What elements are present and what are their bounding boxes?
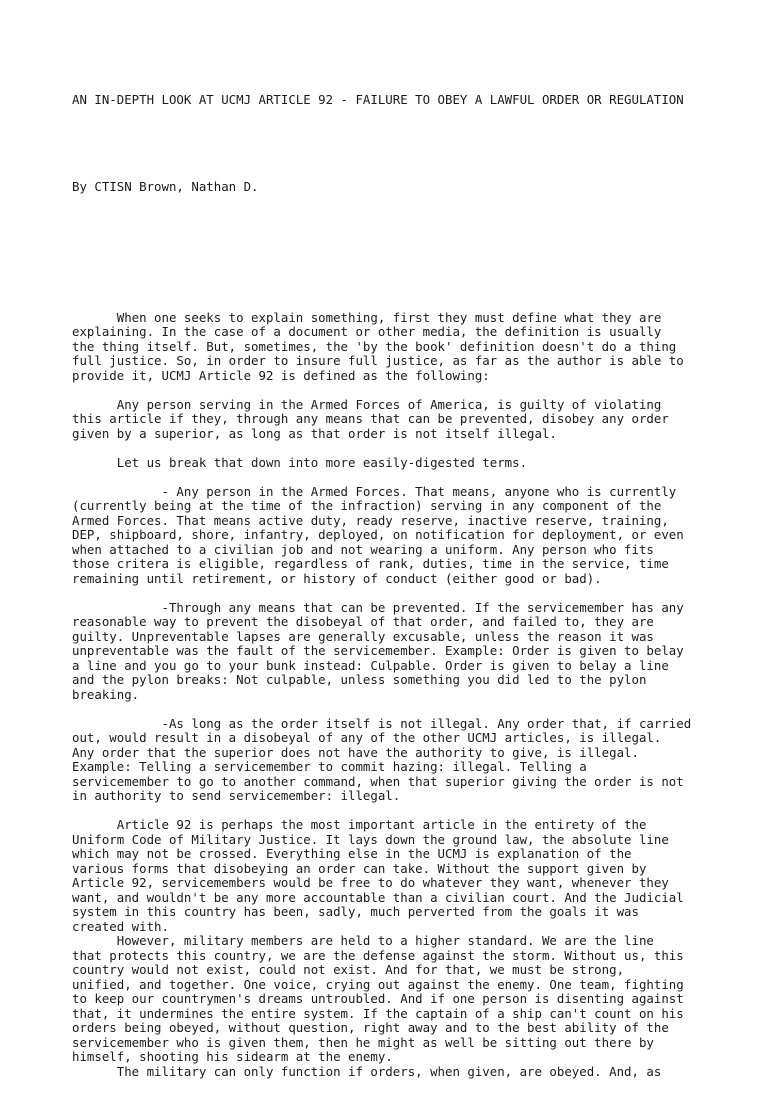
paragraph-line: created with. xyxy=(72,918,169,934)
paragraph-line: various forms that disobeying an order can take. Without the support given by xyxy=(72,860,647,876)
paragraph-line: out, would result in a disobeyal of any of the other UCMJ articles, is illegal. xyxy=(72,730,662,745)
paragraph-line: DEP, shipboard, shore, infantry, deployed, on notification for deployment, or even xyxy=(72,527,684,542)
paragraph-line: a line and you go to your bunk instead: Culpable. Order is given to belay a line xyxy=(72,657,669,673)
spacer xyxy=(72,804,712,819)
paragraph xyxy=(72,601,712,703)
paragraph-list xyxy=(72,311,712,1080)
paragraph-line: However, military members are held to a higher standard. We are the line xyxy=(72,933,654,948)
paragraph-line: to keep our countrymen's dreams untroubled. And if one person is disenting against xyxy=(72,991,684,1006)
paragraph-line: full justice. So, in order to insure full justice, as far as the author is able to xyxy=(72,353,684,368)
paragraph-line: breaking. xyxy=(72,686,140,702)
paragraph-line: when attached to a civilian job and not wearing a uniform. Any person who fits xyxy=(72,541,654,557)
paragraph xyxy=(72,485,712,587)
paragraph-line: Armed Forces. That means active duty, ready reserve, inactive reserve, training, xyxy=(72,512,669,528)
paragraph-line: Article 92, servicemembers would be free to do whatever they want, whenever they xyxy=(72,875,669,890)
byline: By CTISN Brown, Nathan D. xyxy=(72,179,259,194)
spacer xyxy=(72,586,712,601)
paragraph-line: that protects this country, we are the defense against the storm. Without us, this xyxy=(72,947,684,963)
paragraph-line: The military can only function if orders, when given, are obeyed. And, as xyxy=(72,1063,662,1079)
paragraph-line: unpreventable was the fault of the servicemember. Example: Order is given to belay xyxy=(72,643,684,658)
paragraph-line: -Through any means that can be prevented. If the servicemember has any xyxy=(72,599,684,615)
paragraph-line: reasonable way to prevent the disobeyal of that order, and failed to, they are xyxy=(72,614,654,629)
document-body xyxy=(72,64,712,1094)
paragraph-line: himself, shooting his sidearm at the enemy. xyxy=(72,1049,393,1064)
paragraph-line: those critera is eligible, regardless of rank, duties, time in the service, time xyxy=(72,556,669,571)
paragraph-line: that, it undermines the entire system. If the captain of a ship can't count on his xyxy=(72,1005,684,1021)
paragraph-line: Example: Telling a servicemember to commit hazing: illegal. Telling a xyxy=(72,759,587,774)
paragraph-line: Any person serving in the Armed Forces of America, is guilty of violating xyxy=(72,396,662,412)
paragraph-line: servicemember who is given them, then he might as well be sitting out there by xyxy=(72,1034,654,1050)
paragraph-line: - Any person in the Armed Forces. That means, anyone who is currently xyxy=(72,483,677,499)
paragraph-line: country would not exist, could not exist. And for that, we must be strong, xyxy=(72,962,625,977)
spacer xyxy=(72,137,712,152)
paragraph-line: want, and wouldn't be any more accountable than a civilian court. And the Judicial xyxy=(72,889,684,905)
spacer xyxy=(72,702,712,717)
paragraph-line: Uniform Code of Military Justice. It lays down the ground law, the absolute line xyxy=(72,831,669,847)
paragraph-line: -As long as the order itself is not illegal. Any order that, if carried xyxy=(72,715,692,731)
spacer xyxy=(72,441,712,456)
paragraph-line: explaining. In the case of a document or other media, the definition is usually xyxy=(72,324,662,339)
paragraph-line: which may not be crossed. Everything else in the UCMJ is explanation of the xyxy=(72,846,632,861)
paragraph-line: the thing itself. But, sometimes, the 'by the book' definition doesn't do a thing xyxy=(72,338,677,354)
paragraph-line: Let us break that down into more easily-digested terms. xyxy=(72,454,528,470)
paragraph xyxy=(72,398,712,442)
paragraph-line: guilty. Unpreventable lapses are generally excusable, unless the reason it was xyxy=(72,628,654,644)
paragraph xyxy=(72,717,712,804)
paragraph-line: provide it, UCMJ Article 92 is defined as the following: xyxy=(72,367,490,383)
spacer xyxy=(72,383,712,398)
spacer xyxy=(72,470,712,485)
paragraph-line: in authority to send servicemember: illegal. xyxy=(72,788,401,803)
paragraph-line: this article if they, through any means that can be prevented, disobey any order xyxy=(72,411,669,426)
paragraph-line: system in this country has been, sadly, much perverted from the goals it was xyxy=(72,904,639,919)
document-title: AN IN-DEPTH LOOK AT UCMJ ARTICLE 92 - FAILURE TO OBEY A LAWFUL ORDER OR REGULATION xyxy=(72,92,684,107)
paragraph-line: unified, and together. One voice, crying out against the enemy. One team, fighting xyxy=(72,976,684,992)
paragraph-line: (currently being at the time of the infraction) serving in any component of the xyxy=(72,498,662,513)
spacer xyxy=(72,224,712,239)
paragraph-line: remaining until retirement, or history of conduct (either good or bad). xyxy=(72,570,602,586)
paragraph-line: When one seeks to explain something, first they must define what they are xyxy=(72,309,662,325)
paragraph xyxy=(72,456,712,471)
paragraph-line: servicemember to go to another command, when that superior giving the order is not xyxy=(72,773,684,789)
paragraph-line: and the pylon breaks: Not culpable, unless something you did led to the pylon xyxy=(72,672,647,687)
paragraph-line: Article 92 is perhaps the most important article in the entirety of the xyxy=(72,817,647,832)
spacer xyxy=(72,267,712,282)
paragraph xyxy=(72,311,712,384)
paragraph-line: given by a superior, as long as that order is not itself illegal. xyxy=(72,425,557,441)
paragraph xyxy=(72,818,712,1079)
paragraph-line: orders being obeyed, without question, right away and to the best ability of the xyxy=(72,1020,669,1035)
paragraph-line: Any order that the superior does not have the authority to give, is illegal. xyxy=(72,744,639,760)
